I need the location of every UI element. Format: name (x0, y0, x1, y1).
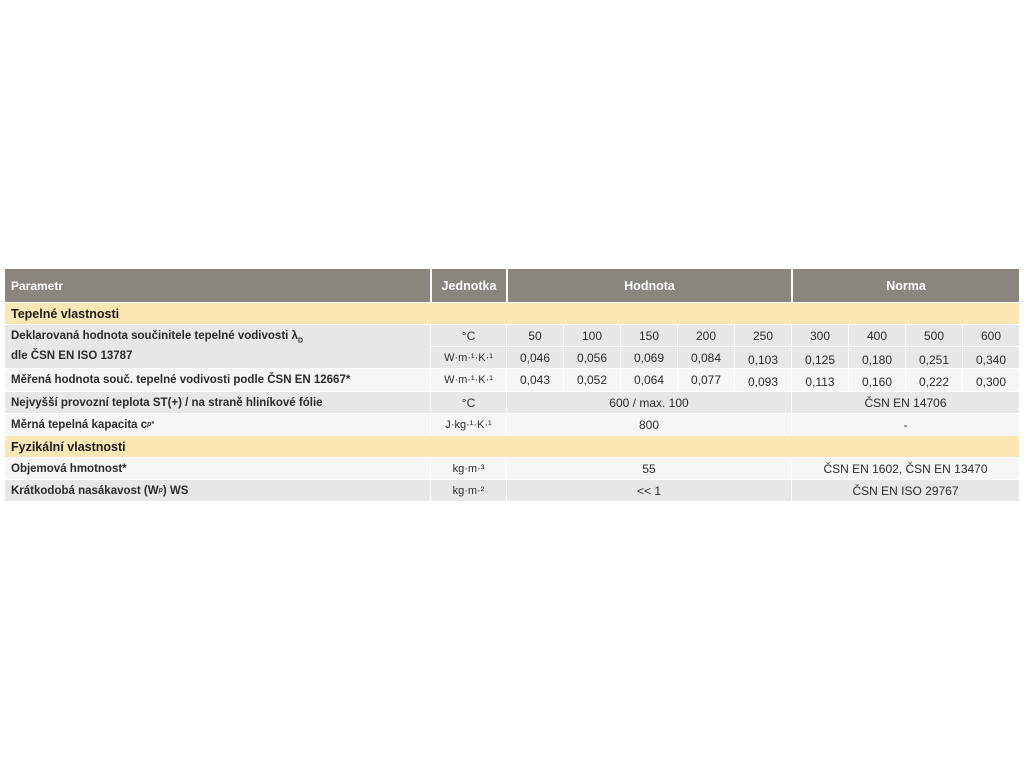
maxtemp-label: Nejvyšší provozní teplota ST(+) / na straně hliníkové fólie (11, 396, 323, 409)
measured-value-cell: 0,222 (905, 369, 962, 391)
heatcap-norm: - (791, 414, 1019, 435)
absorption-label-post: ) WS (162, 484, 189, 497)
lambda-label-line2: dle ČSN EN ISO 13787 (11, 349, 133, 362)
measured-value-cell: 0,160 (848, 369, 905, 391)
measured-value-cell: 0,077 (677, 369, 734, 391)
absorption-label-sub: p (158, 487, 163, 494)
maxtemp-norm: ČSN EN 14706 (791, 392, 1019, 413)
table-row-lambda (5, 325, 1019, 368)
lambda-value-cell: 0,340 (962, 347, 1019, 368)
lambda-temp-cell: 150 (620, 325, 677, 346)
absorption-label (5, 480, 430, 501)
lambda-temp-cell: 100 (563, 325, 620, 346)
lambda-value-cell: 0,103 (734, 347, 791, 368)
measured-value-cell: 0,052 (563, 369, 620, 391)
section-title: Fyzikální vlastnosti (11, 439, 126, 454)
heatcap-unit: J·kg·¹·K·¹ (430, 414, 506, 435)
density-norm: ČSN EN 1602, ČSN EN 13470 (791, 458, 1019, 479)
heatcap-value: 800 (506, 414, 791, 435)
maxtemp-value: 600 / max. 100 (506, 392, 791, 413)
header-norma: Norma (791, 269, 1019, 302)
header-parametr: Parametr (11, 278, 64, 293)
lambda-temp-cell: 50 (506, 325, 563, 346)
absorption-unit: kg·m·² (430, 480, 506, 501)
density-unit: kg·m·³ (430, 458, 506, 479)
heatcap-label-sub: p (147, 421, 152, 428)
lambda-unit-cond: W·m·¹·K·¹ (430, 347, 506, 368)
measured-label: Měřená hodnota souč. tepelné vodivosti podle ČSN EN 12667* (11, 374, 351, 386)
lambda-temp-cell: 300 (791, 325, 848, 346)
lambda-label-sub: D (297, 337, 303, 345)
lambda-unit-temp: °C (430, 325, 506, 346)
table-row-measured (5, 369, 1019, 391)
lambda-temp-cell: 500 (905, 325, 962, 346)
header-hodnota: Hodnota (506, 269, 791, 302)
density-value: 55 (506, 458, 791, 479)
measured-unit: W·m·¹·K·¹ (430, 369, 506, 391)
header-jednotka: Jednotka (430, 269, 506, 302)
lambda-value-cell: 0,180 (848, 347, 905, 368)
lambda-value-cell: 0,125 (791, 347, 848, 368)
lambda-label (5, 325, 430, 368)
measured-value-cell: 0,093 (734, 369, 791, 391)
section-title: Tepelné vlastnosti (11, 306, 120, 321)
lambda-label-text: Deklarovaná hodnota součinitele tepelné vodivosti λ (11, 330, 298, 343)
table-row-heatcap (5, 414, 1019, 435)
absorption-value: << 1 (506, 480, 791, 501)
heatcap-label (5, 414, 430, 435)
lambda-temp-cell: 400 (848, 325, 905, 346)
section-physical (5, 436, 1019, 457)
section-thermal (5, 303, 1019, 324)
lambda-temp-cell: 250 (734, 325, 791, 346)
measured-value-cell: 0,043 (506, 369, 563, 391)
lambda-value-cell: 0,069 (620, 347, 677, 368)
absorption-norm: ČSN EN ISO 29767 (791, 480, 1019, 501)
measured-value-cell: 0,300 (962, 369, 1019, 391)
heatcap-label-sup: * (151, 421, 155, 428)
measured-value-cell: 0,064 (620, 369, 677, 391)
lambda-temp-cell: 600 (962, 325, 1019, 346)
density-label: Objemová hmotnost* (11, 462, 127, 475)
heatcap-label-text: Měrná tepelná kapacita c (11, 418, 148, 431)
table-row-absorption (5, 480, 1019, 501)
lambda-value-cell: 0,251 (905, 347, 962, 368)
absorption-label-pre: Krátkodobá nasákavost (W (11, 484, 159, 497)
table-header (5, 269, 1019, 302)
lambda-value-cell: 0,084 (677, 347, 734, 368)
lambda-temp-cell: 200 (677, 325, 734, 346)
lambda-value-cell: 0,056 (563, 347, 620, 368)
properties-table (5, 269, 1019, 501)
measured-value-cell: 0,113 (791, 369, 848, 391)
maxtemp-unit: °C (430, 392, 506, 413)
lambda-value-cell: 0,046 (506, 347, 563, 368)
table-row-maxtemp (5, 392, 1019, 413)
table-row-density (5, 458, 1019, 479)
lambda-label-line1 (11, 329, 303, 348)
